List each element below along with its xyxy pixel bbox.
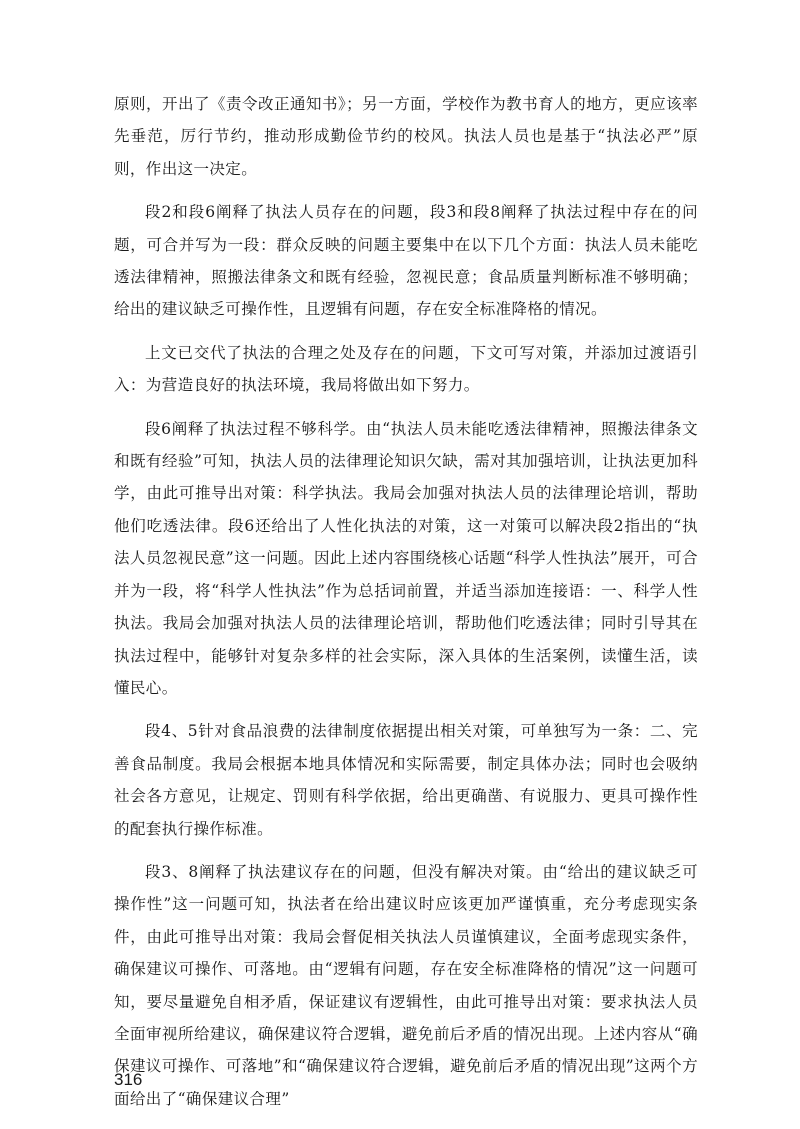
- paragraph-5: 段4、5针对食品浪费的法律制度依据提出相关对策，可单独写为一条：二、完善食品制度。我局会根据本地具体情况和实际需要，制定具体办法；同时也会吸纳社会各方意见，让规定、罚则有科学依据，给出更确凿、有说服力、更具可操作性的配套执行操作标准。: [114, 722, 698, 838]
- document-body: [114, 88, 698, 1126]
- paragraph-2: 段2和段6阐释了执法人员存在的问题，段3和段8阐释了执法过程中存在的问题，可合并写为一段：群众反映的问题主要集中在以下几个方面：执法人员未能吃透法律精神，照搬法律条文和既有经验，忽视民意；食品质量判断标准不够明确；给出的建议缺乏可操作性，且逻辑有问题，存在安全标准降格的情况。: [114, 203, 698, 319]
- page-number: 316: [114, 1070, 143, 1089]
- paragraph-1: 原则，开出了《责令改正通知书》；另一方面，学校作为教书育人的地方，更应该率先垂范，厉行节约，推动形成勤俭节约的校风。执法人员也是基于“执法必严”原则，作出这一决定。: [114, 95, 698, 178]
- paragraph-3: 上文已交代了执法的合理之处及存在的问题，下文可写对策，并添加过渡语引入：为营造良好的执法环境，我局将做出如下努力。: [114, 343, 698, 395]
- paragraph-6: 段3、8阐释了执法建议存在的问题，但没有解决对策。由“给出的建议缺乏可操作性”这一问题可知，执法者在给出建议时应该更加严谨慎重，充分考虑现实条件，由此可推导出对策：我局会督促相关执法人员谨慎建议，全面考虑现实条件，确保建议可操作、可落地。由“逻辑有问题，存在安全标准降格的情况”这一问题可知，要尽量避免自相矛盾，保证建议有逻辑性，由此可推导出对策：要求执法人员全面审视所给建议，确保建议符合逻辑，避免前后矛盾的情况出现。上述内容从“确保建议可操作、可落地”和“确保建议符合逻辑，避免前后矛盾的情况出现”这两个方面给出了“确保建议合理”: [114, 862, 698, 1108]
- paragraph-4: 段6阐释了执法过程不够科学。由“执法人员未能吃透法律精神，照搬法律条文和既有经验”可知，执法人员的法律理论知识欠缺，需对其加强培训，让执法更加科学，由此可推导出对策：科学执法。我局会加强对执法人员的法律理论培训，帮助他们吃透法律。段6还给出了人性化执法的对策，这一对策可以解决段2指出的“执法人员忽视民意”这一问题。因此上述内容围绕核心话题“科学人性执法”展开，可合并为一段，将“科学人性执法”作为总括词前置，并适当添加连接语：一、科学人性执法。我局会加强对执法人员的法律理论培训，帮助他们吃透法律；同时引导其在执法过程中，能够针对复杂多样的社会实际，深入具体的生活案例，读懂生活，读懂民心。: [114, 419, 698, 697]
